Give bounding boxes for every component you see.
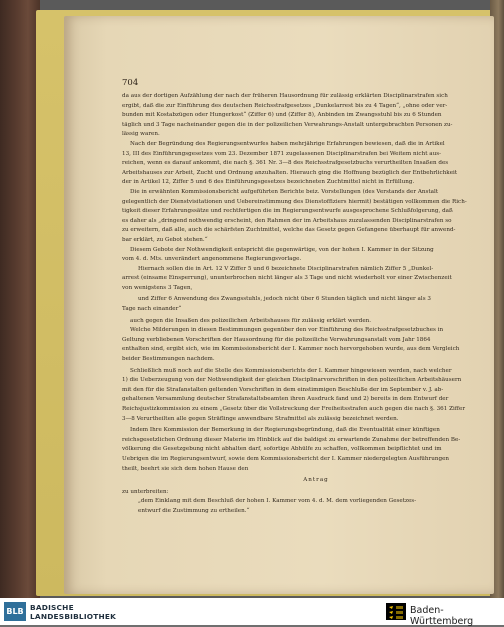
- text-line: da aus der dortigen Aufzählung der nach der früheren Hausordnung für zulässig erklärten Disciplinarstrafen sich: [122, 93, 448, 99]
- text-line: zu erweitern, daß alle, auch die schärfsten Zuchtmittel, welche das Gesetz gegen Gefangene überhaupt für anwend-: [122, 227, 456, 234]
- text-line: Diesem Gebote der Nothwendigkeit entspricht die gegenwärtige, von der hohen I. Kammer in der Sitzung: [130, 246, 434, 253]
- text-line: Antrag: [303, 477, 329, 484]
- text-line: Reichsjustizkommission zu einem „Gesetz über die Vollstreckung der Freiheitsstrafen auch gegen die nach §. 361 Ziffer: [122, 406, 466, 412]
- text-line: gehaltenen Versammlung deutscher Strafanstaltsbeamten ihren Ausdruck fand und 2) bereits in dem Entwurf der: [122, 396, 449, 403]
- text-line: entwurf die Zustimmung zu ertheilen.“: [138, 507, 250, 514]
- state-name: Baden-Württemberg: [410, 605, 474, 627]
- text-line: vom 4. d. Mts. unverändert angenommene Regierungsvorlage.: [122, 256, 302, 263]
- page-number: 704: [122, 78, 139, 88]
- text-line: es daher als „dringend nothwendig erscheint, den Rahmen der im Arbeitshaus zuzulassenden Disciplinarstrafen so: [122, 217, 452, 224]
- text-line: „dem Einklang mit dem Beschluß der hohen I. Kammer vom 4. d. M. dem vorliegenden Gesetzes-: [138, 498, 417, 505]
- text-line: beider Bestimmungen nachdem.: [122, 356, 215, 363]
- text-line: Arbeitshauses zur Arbeit, Zucht und Ordnung anzuhalten. Hierauch ging die Hoffnung bezüglich der Entbehrlichkeit: [122, 169, 458, 176]
- text-line: 3—8 Verurtheilten alle gegen Sträflinge anwendbare Strafmittel als zulässig bezeichnet werden.: [122, 415, 399, 422]
- text-line: Schließlich muß noch auf die Stelle des Kommissionsberichts der I. Kammer hingewiesen werden, nach welcher: [130, 367, 452, 374]
- text-line: Nach der Begründung des Regierungsentwurfes haben mehrjährige Erfahrungen bewiesen, daß die in Artikel: [130, 140, 445, 147]
- text-line: ergibt, daß die zur Einführung des deutschen Reichsstrafgesetzes „Dunkelarrest bis zu 4 Tagen“, „ohne oder ver-: [122, 102, 448, 109]
- text-line: theilt, beehrt sie sich dem hohen Hause den: [122, 465, 249, 472]
- text-line: mit den für die Strafanstalten geltenden Vorschriften in dem einstimmigen Beschluße der im September v. J. ab-: [122, 386, 444, 393]
- text-line: Uebrigen die im Regierungsentwurf, sowie dem Kommissionsbericht der I. Kammer niedergelegten Ausführungen: [122, 455, 450, 462]
- text-line: von wenigstens 3 Tagen,: [122, 284, 193, 291]
- text-line: enthalten sind, ergibt sich, wie im Kommissionsbericht der I. Kammer noch hervorgehoben wurde, aus dem Vergleich: [122, 346, 460, 353]
- text-line: Geltung verbliebenen Vorschriften der Hausordnung für die polizeiliche Verwahrungsanstalt vom Jahr 1864: [122, 336, 431, 343]
- book-spine: [0, 0, 40, 598]
- text-line: auch gegen die Insaßen des polizeilichen Arbeitshauses für zulässig erklärt werden.: [130, 317, 372, 324]
- text-line: 13, III des Einführungsgesetzes vom 23. Dezember 1871 zugelassenen Disciplinarstrafen bei Weitem nicht aus-: [122, 150, 442, 157]
- footer-bar: [0, 598, 504, 625]
- text-line: reichsgesetzlichen Ordnung dieser Materie im Hinblick auf die baldigst zu erwartende Zunahme der betreffenden Be-: [122, 436, 461, 443]
- text-line: Welche Milderungen in diesen Bestimmungen gegenüber den vor Einführung des Reichsstrafgesetzbuches in: [130, 327, 444, 334]
- page-body-text: [122, 92, 494, 517]
- text-line: Tage nach einander“: [122, 306, 182, 313]
- text-line: und Ziffer 6 Anwendung des Zwangsstuhls, jedoch nicht über 6 Stunden täglich und nicht länger als 3: [138, 296, 431, 303]
- library-name-line1: BADISCHE: [30, 603, 74, 612]
- text-line: bar erklärt, zu Gebot stehen.“: [122, 236, 208, 243]
- text-line: Indem Ihre Kommission der Bemerkung in der Regierungsbegründung, daß die Eventualität einer künftigen: [130, 427, 440, 434]
- text-line: arrest (einsame Einsperrung), ununterbrochen nicht länger als 3 Tage und nicht wiederholt vor einer Zwischenzeit: [122, 275, 452, 282]
- text-line: gelegentlich der Dienstvisitationen und Uebereinstimmung des Dienstoffiziers hiermit) bestätigen vollkommen die Rich-: [122, 198, 467, 205]
- text-line: 1) die Ueberzeugung von der Nothwendigkeit der gleichen Disciplinarvorschriften in den polizeilichen Arbeitshäusern: [122, 377, 462, 384]
- state-emblem-icon: [386, 603, 406, 620]
- text-line: Hiernach sollen die in Art. 12 V Ziffer 5 und 6 bezeichnete Disciplinarstrafen nämlich Ziffer 5 „Dunkel-: [138, 265, 434, 272]
- text-line: täglich und 3 Tage nacheinander gegen die in der polizeilichen Verwahrungs-Anstalt untergebrachten Personen zu-: [122, 121, 453, 128]
- library-name-line2: LANDESBIBLIOTHEK: [30, 612, 117, 621]
- blb-logo-icon: BLB: [4, 602, 26, 621]
- text-line: reichen, wenn es darauf ankommt, die nach §. 361 Nr. 3—8 des Reichsstrafgesetzbuchs verurtheilten Insaßen des: [122, 160, 449, 167]
- text-line: zu unterbreiten:: [122, 488, 169, 495]
- text-line: der in Artikel 12, Ziffer 5 und 6 des Einführungsgesetzes bezeichneten Zuchtmittel nicht in Erfüllung.: [122, 179, 415, 186]
- text-line: tigkeit dieser Erfahrungssätze und rechtfertigen die im Regierungsentwurfe ausgesprochene Schlußfolgerung, daß: [122, 208, 453, 215]
- text-line: lässig waren.: [122, 131, 160, 138]
- book-page: [64, 16, 494, 594]
- text-line: Die in erwähnten Kommissionsbericht aufgeführten Berichte beiz. Vorstellungen (des Verstands der Anstalt: [130, 188, 439, 195]
- text-line: bunden mit Kostabzügen oder Hungerkost“ (Ziffer 6) und (Ziffer 8), Anbinden im Zwangsstuhl bis zu 6 Stunden: [122, 112, 442, 119]
- text-line: völkerung die Gesetzgebung nicht abhalten darf, sofortige Abhülfe zu schaffen, vollkommen beipflichtet und im: [122, 446, 442, 453]
